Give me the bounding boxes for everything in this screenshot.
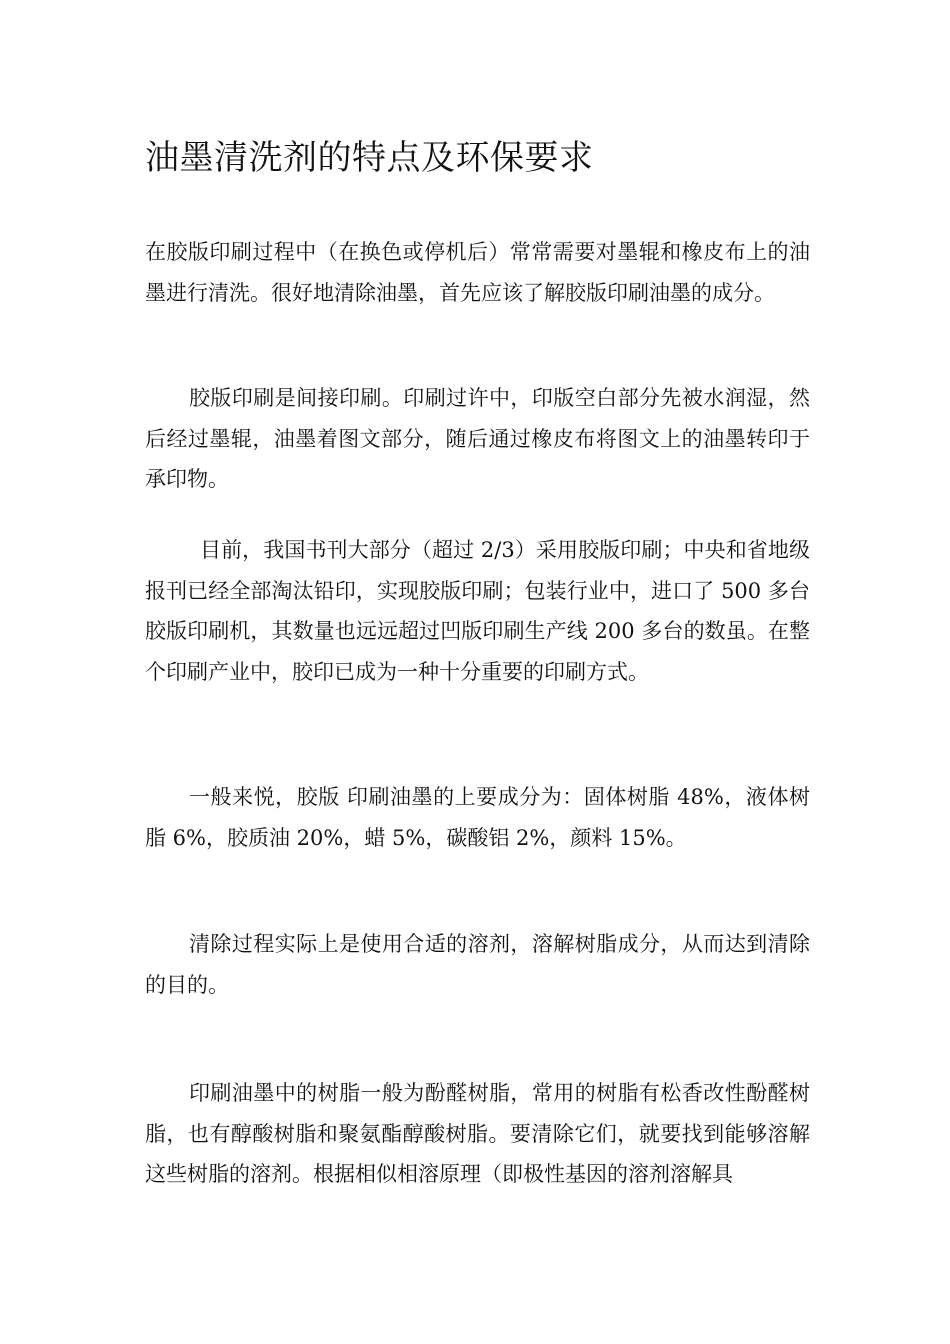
paragraph-intro: 在胶版印刷过程中（在换色或停机后）常常需要对墨辊和橡皮布上的油墨进行清洗。很好地清除油墨，首先应该了解胶版印刷油墨的成分。 [145, 240, 810, 305]
paragraph-offset-printing: 胶版印刷是间接印刷。印刷过许中，印版空白部分先被水润湿，然后经过墨辊，油墨着图文部分，随后通过橡皮布将图文上的油墨转印于承印物。 [145, 386, 810, 491]
paragraph-resins: 印刷油墨中的树脂一般为酚醛树脂，常用的树脂有松香改性酚醛树脂，也有醇酸树脂和聚氨酯醇酸树脂。要清除它们，就要找到能够溶解这些树脂的溶剂。根据相似相溶原理（即极性基因的溶剂溶解具 [145, 1081, 810, 1186]
paragraph-cleaning-process: 清除过程实际上是使用合适的溶剂，溶解树脂成分，从而达到清除的目的。 [145, 932, 810, 997]
document-title: 油墨清洗剂的特点及环保要求 [145, 138, 594, 178]
paragraph-industry-status: 目前，我国书刊大部分（超过 2/3）采用胶版印刷；中央和省地级报刊已经全部淘汰铅印，实现胶版印刷；包装行业中，进口了 500 多台胶版印刷机，其数量也远远超过凹版印刷生产线 200 多台的数虽。在整个印刷产业中，胶印已成为一种十分重要的印刷方式。 [145, 538, 810, 684]
paragraph-ink-composition: 一般来悦，胶版 印刷油墨的上要成分为：固体树脂 48%，液体树脂 6%，胶质油 20%，蜡 5%，碳酸铝 2%，颜料 15%。 [145, 785, 810, 850]
